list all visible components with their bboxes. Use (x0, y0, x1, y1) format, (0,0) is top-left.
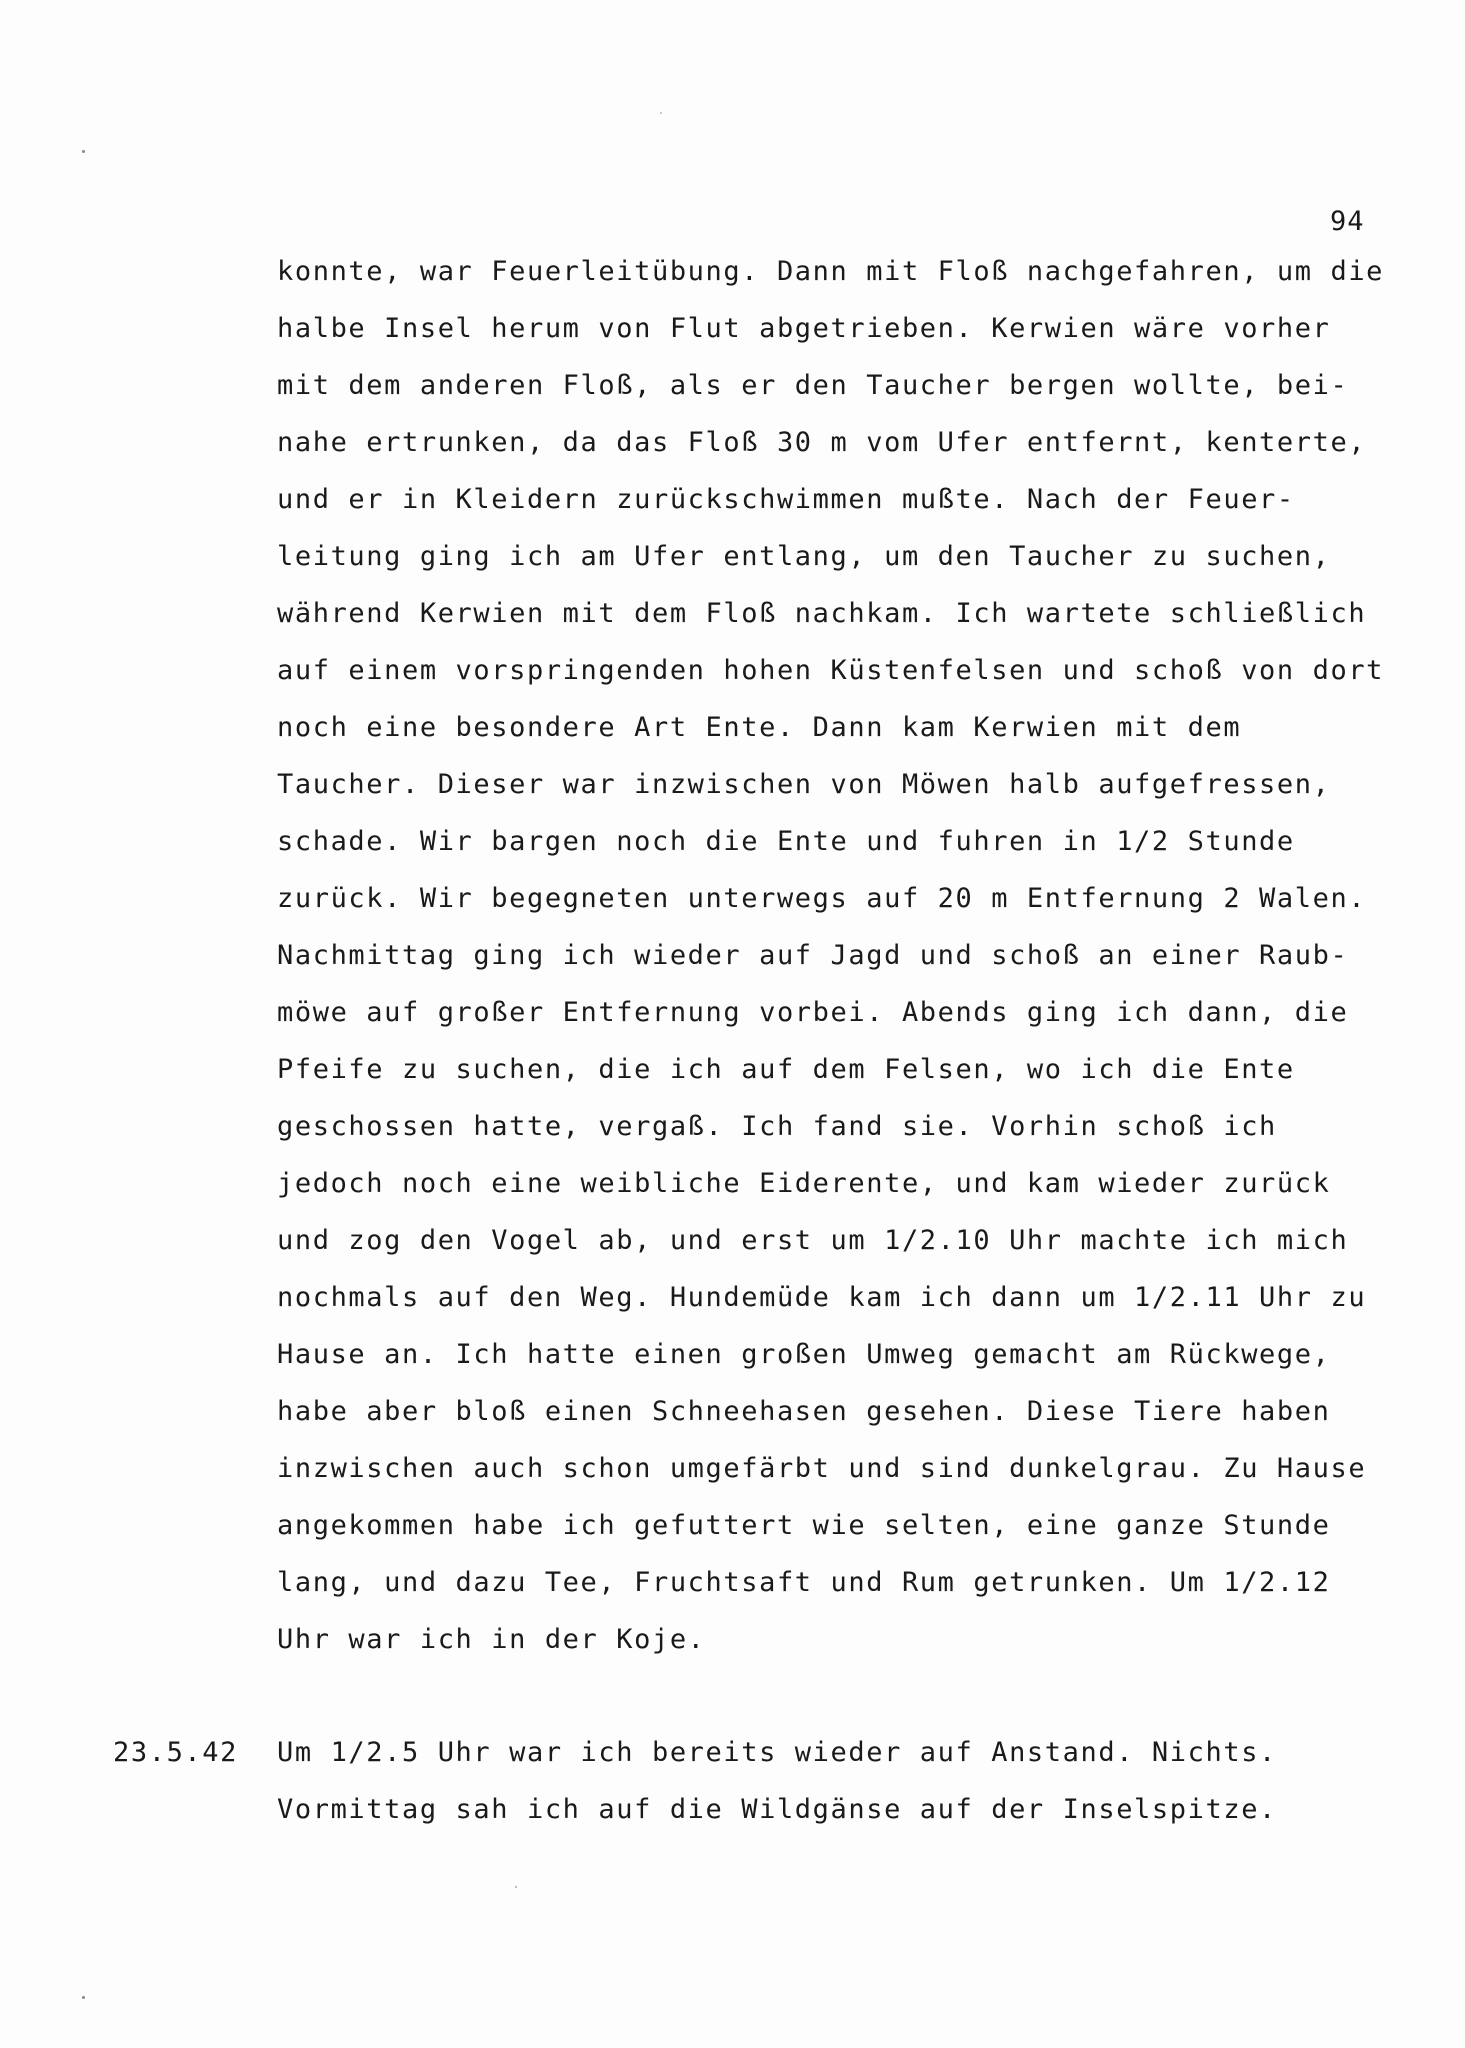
page-number: 94 (1330, 206, 1365, 237)
entry-date: 23.5.42 (113, 1737, 238, 1768)
text-line: mit dem anderen Floß, als er den Taucher bergen wollte, bei- (277, 370, 1349, 401)
text-line: möwe auf großer Entfernung vorbei. Abends ging ich dann, die (277, 997, 1349, 1028)
scan-speck (82, 1996, 85, 1999)
text-line: halbe Insel herum von Flut abgetrieben. Kerwien wäre vorher (277, 313, 1331, 344)
text-line: lang, und dazu Tee, Fruchtsaft und Rum getrunken. Um 1/2.12 (277, 1567, 1331, 1598)
text-line: Pfeife zu suchen, die ich auf dem Felsen, wo ich die Ente (277, 1054, 1295, 1085)
text-line: zurück. Wir begegneten unterwegs auf 20 m Entfernung 2 Walen. (277, 883, 1367, 914)
text-line: Vormittag sah ich auf die Wildgänse auf der Inselspitze. (277, 1794, 1277, 1825)
text-line: Nachmittag ging ich wieder auf Jagd und schoß an einer Raub- (277, 940, 1349, 971)
text-line: Taucher. Dieser war inzwischen von Möwen halb aufgefressen, (277, 769, 1331, 800)
text-line: Uhr war ich in der Koje. (277, 1624, 706, 1655)
text-line: nahe ertrunken, da das Floß 30 m vom Ufer entfernt, kenterte, (277, 427, 1367, 458)
text-line: leitung ging ich am Ufer entlang, um den Taucher zu suchen, (277, 541, 1331, 572)
scan-speck (82, 150, 85, 153)
text-line: habe aber bloß einen Schneehasen gesehen. Diese Tiere haben (277, 1396, 1331, 1427)
scan-speck (515, 1886, 517, 1888)
text-line: auf einem vorspringenden hohen Küstenfelsen und schoß von dort (277, 655, 1385, 686)
text-line: während Kerwien mit dem Floß nachkam. Ich wartete schließlich (277, 598, 1367, 629)
text-line: nochmals auf den Weg. Hundemüde kam ich dann um 1/2.11 Uhr zu (277, 1282, 1367, 1313)
text-line: konnte, war Feuerleitübung. Dann mit Floß nachgefahren, um die (277, 256, 1385, 287)
text-line: Hause an. Ich hatte einen großen Umweg gemacht am Rückwege, (277, 1339, 1331, 1370)
text-line: noch eine besondere Art Ente. Dann kam Kerwien mit dem (277, 712, 1242, 743)
scan-speck (660, 112, 662, 114)
text-line: jedoch noch eine weibliche Eiderente, und kam wieder zurück (277, 1168, 1331, 1199)
text-line: geschossen hatte, vergaß. Ich fand sie. Vorhin schoß ich (277, 1111, 1277, 1142)
text-line: Um 1/2.5 Uhr war ich bereits wieder auf Anstand. Nichts. (277, 1737, 1277, 1768)
text-line: inzwischen auch schon umgefärbt und sind dunkelgrau. Zu Hause (277, 1453, 1367, 1484)
text-line: angekommen habe ich gefuttert wie selten, eine ganze Stunde (277, 1510, 1331, 1541)
text-line: und zog den Vogel ab, und erst um 1/2.10 Uhr machte ich mich (277, 1225, 1349, 1256)
text-line: schade. Wir bargen noch die Ente und fuhren in 1/2 Stunde (277, 826, 1295, 857)
text-line: und er in Kleidern zurückschwimmen mußte. Nach der Feuer- (277, 484, 1295, 515)
